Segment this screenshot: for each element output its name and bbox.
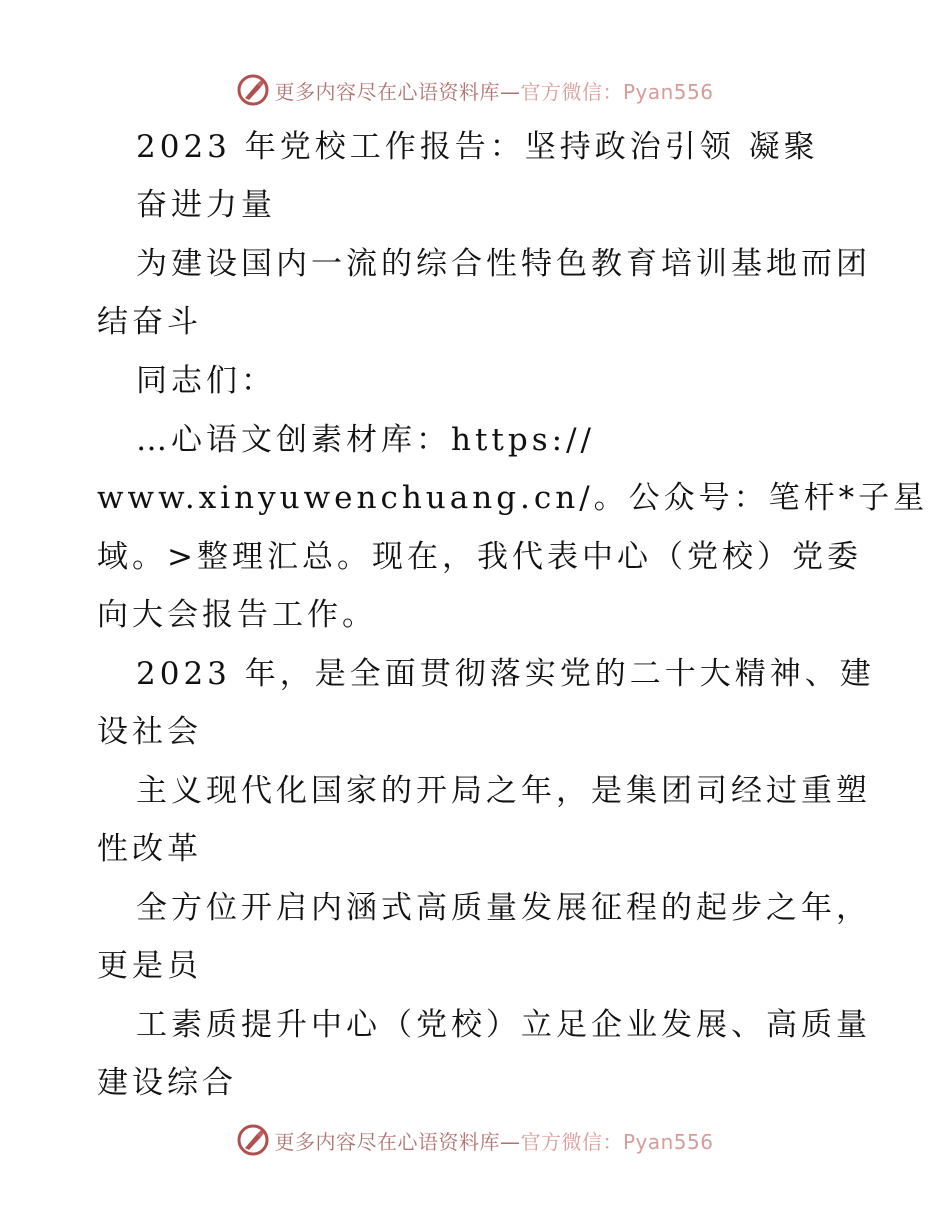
paragraph-line: 建设综合	[97, 1065, 237, 1101]
subtitle-line-1: 为建设国内一流的综合性特色教育培训基地而团	[136, 246, 871, 282]
paragraph-line: 向大会报告工作。	[97, 597, 377, 633]
banner-text: 更多内容尽在心语资料库—官方微信：Pyan556	[274, 1129, 714, 1154]
paragraph-line: 设社会	[97, 714, 202, 750]
subtitle-line-2: 结奋斗	[97, 304, 202, 340]
paragraph-line: 工素质提升中心（党校）立足企业发展、高质量	[136, 1007, 871, 1043]
paragraph-line: …心语文创素材库：https://	[136, 422, 595, 458]
title-line-1: 2023 年党校工作报告：坚持政治引领 凝聚	[136, 129, 819, 165]
paragraph-line: 2023 年，是全面贯彻落实党的二十大精神、建	[136, 656, 875, 692]
pen-nib-circle-icon	[236, 1123, 270, 1157]
paragraph-line: 更是员	[97, 948, 202, 984]
footer-banner	[0, 1120, 950, 1160]
paragraph-line: 全方位开启内涵式高质量发展征程的起步之年，	[136, 890, 871, 926]
title-line-2: 奋进力量	[136, 187, 276, 223]
paragraph-line: 性改革	[97, 831, 202, 867]
paragraph-line: 域。>整理汇总。现在，我代表中心（党校）党委	[97, 539, 862, 575]
paragraph-line: 主义现代化国家的开局之年，是集团司经过重塑	[136, 773, 871, 809]
salutation: 同志们：	[136, 363, 276, 399]
banner-text: 更多内容尽在心语资料库—官方微信：Pyan556	[274, 79, 714, 104]
paragraph-line: www.xinyuwenchuang.cn/。公众号：笔杆*子星	[97, 480, 929, 516]
